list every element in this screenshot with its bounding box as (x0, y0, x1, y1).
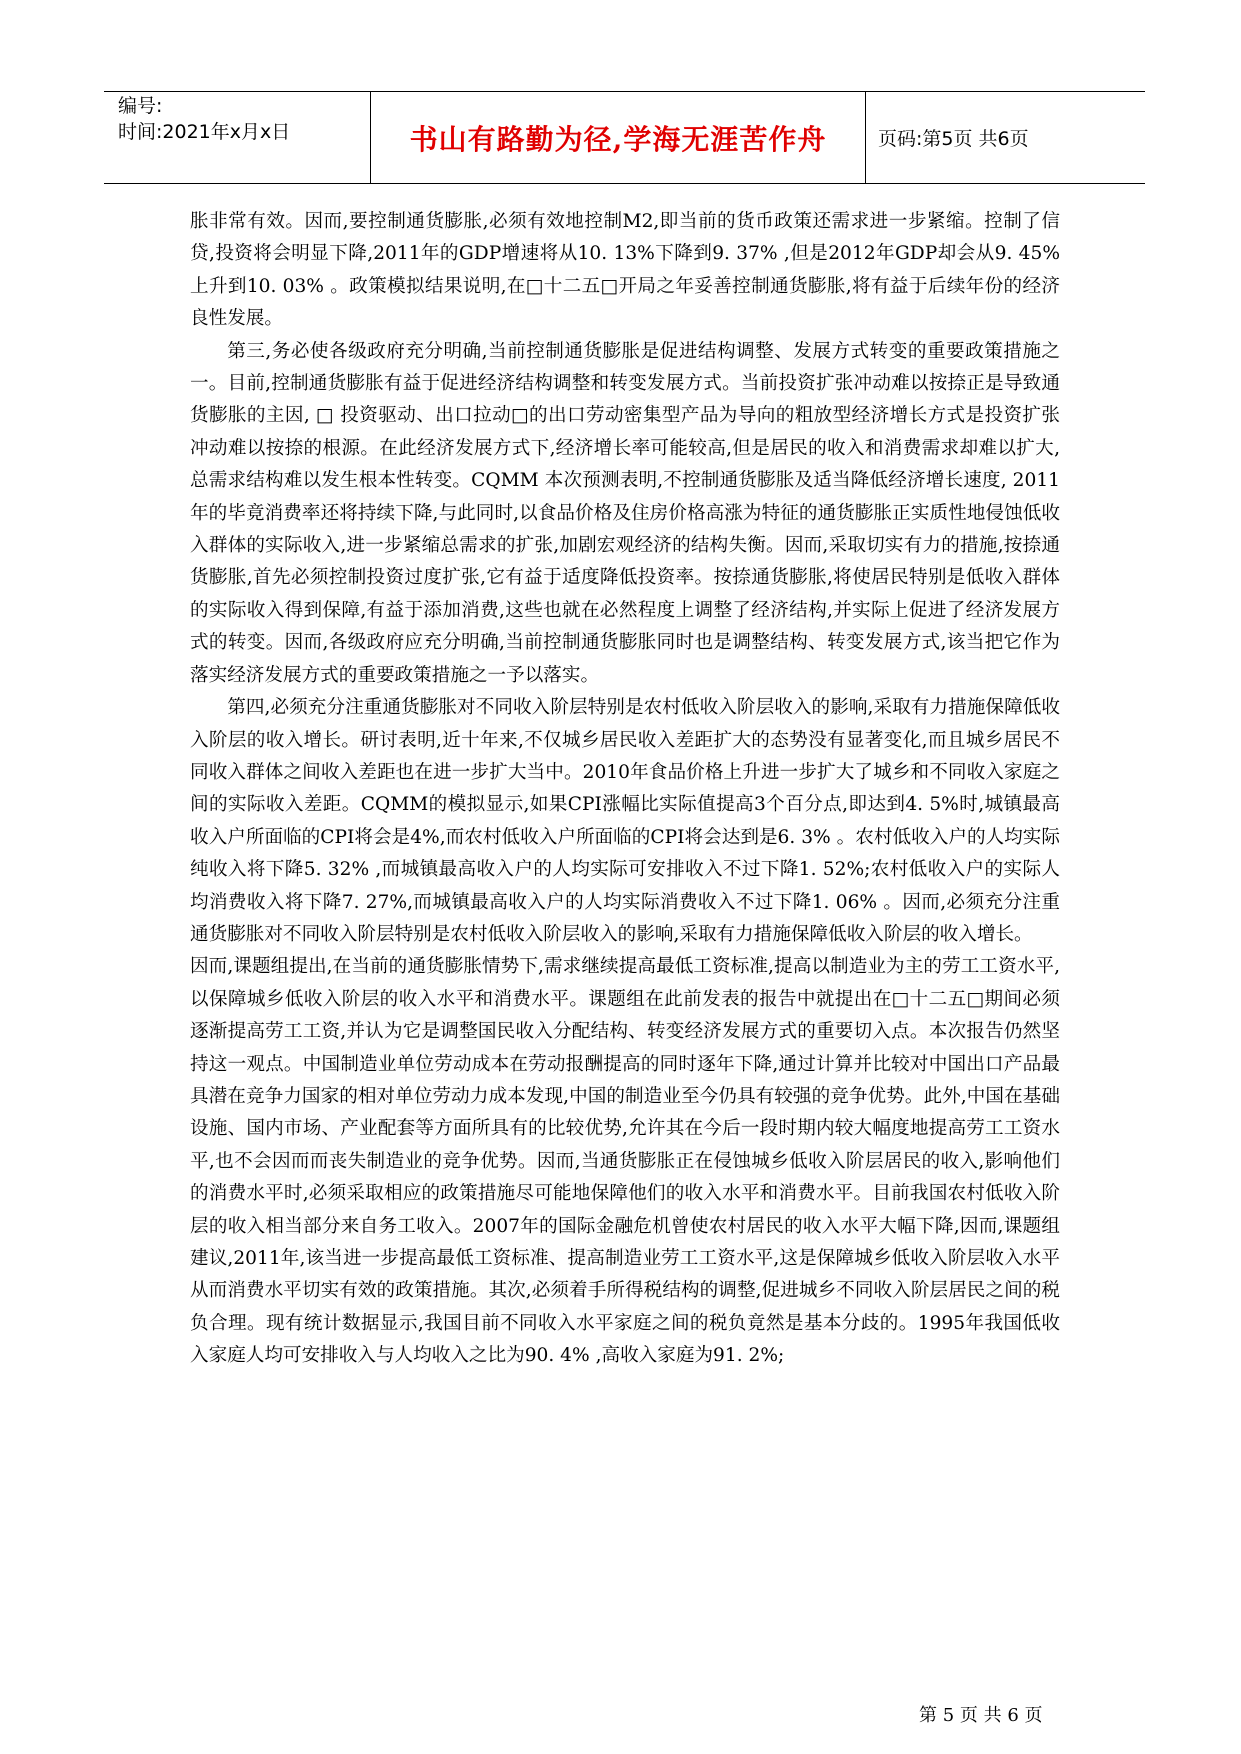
header-meta-cell (104, 92, 370, 183)
page-footer: 第 5 页 共 6 页 (919, 1705, 1043, 1726)
paragraph-2: 第三,务必使各级政府充分明确,当前控制通货膨胀是促进结构调整、发展方式转变的重要政策措施之一。目前,控制通货膨胀有益于促进经济结构调整和转变发展方式。当前投资扩张冲动难以按捺正是导致通货膨胀的主因, □ 投资驱动、出口拉动□的出口劳动密集型产品为导向的粗放型经济增长方式是投资扩张冲动难以按捺的根源。在此经济发展方式下,经济增长率可能较高,但是居民的收入和消费需求却难以扩大,总需求结构难以发生根本性转变。CQMM 本次预测表明,不控制通货膨胀及适当降低经济增长速度, 2011年的毕竟消费率还将持续下降,与此同时,以食品价格及住房价格高涨为特征的通货膨胀正实质性地侵蚀低收入群体的实际收入,进一步紧缩总需求的扩张,加剧宏观经济的结构失衡。因而,采取切实有力的措施,按捺通货膨胀,首先必须控制投资过度扩张,它有益于适度降低投资率。按捺通货膨胀,将使居民特别是低收入群体的实际收入得到保障,有益于添加消费,这些也就在必然程度上调整了经济结构,并实际上促进了经济发展方式的转变。因而,各级政府应充分明确,当前控制通货膨胀同时也是调整结构、转变发展方式,该当把它作为落实经济发展方式的重要政策措施之一予以落实。 (190, 340, 1060, 686)
paragraph-3: 第四,必须充分注重通货膨胀对不同收入阶层特别是农村低收入阶层收入的影响,采取有力措施保障低收入阶层的收入增长。研讨表明,近十年来,不仅城乡居民收入差距扩大的态势没有显著变化,而且城乡居民不同收入群体之间收入差距也在进一步扩大当中。2010年食品价格上升进一步扩大了城乡和不同收入家庭之间的实际收入差距。CQMM的模拟显示,如果CPI涨幅比实际值提高3个百分点,即达到4. 5%时,城镇最高收入户所面临的CPI将会是4%,而农村低收入户所面临的CPI将会达到是6. 3% 。农村低收入户的人均实际纯收入将下降5. 32% ,而城镇最高收入户的人均实际可安排收入不过下降1. 52%;农村低收入户的实际人均消费收入将下降7. 27%,而城镇最高收入户的人均实际消费收入不过下降1. 06% 。因而,必须充分注重通货膨胀对不同收入阶层特别是农村低收入阶层收入的影响,采取有力措施保障低收入阶层的收入增长。 (190, 697, 1060, 945)
motto-text: 书山有路勤为径,学海无涯苦作舟 (409, 123, 827, 156)
paragraph-4: 因而,课题组提出,在当前的通货膨胀情势下,需求继续提高最低工资标准,提高以制造业为主的劳工工资水平,以保障城乡低收入阶层的收入水平和消费水平。课题组在此前发表的报告中就提出在□十二五□期间必须逐渐提高劳工工资,并认为它是调整国民收入分配结构、转变经济发展方式的重要切入点。本次报告仍然坚持这一观点。中国制造业单位劳动成本在劳动报酬提高的同时逐年下降,通过计算并比较对中国出口产品最具潜在竞争力国家的相对单位劳动力成本发现,中国的制造业至今仍具有较强的竞争优势。此外,中国在基础设施、国内市场、产业配套等方面所具有的比较优势,允许其在今后一段时期内较大幅度地提高劳工工资水平,也不会因而而丧失制造业的竞争优势。因而,当通货膨胀正在侵蚀城乡低收入阶层居民的收入,影响他们的消费水平时,必须采取相应的政策措施尽可能地保障他们的收入水平和消费水平。目前我国农村低收入阶层的收入相当部分来自务工收入。2007年的国际金融危机曾使农村居民的收入水平大幅下降,因而,课题组建议,2011年,该当进一步提高最低工资标准、提高制造业劳工工资水平,这是保障城乡低收入阶层收入水平从而消费水平切实有效的政策措施。其次,必须着手所得税结构的调整,促进城乡不同收入阶层居民之间的税负合理。现有统计数据显示,我国目前不同收入水平家庭之间的税负竟然是基本分歧的。1995年我国低收入家庭人均可安排收入与人均收入之比为90. 4% ,高收入家庭为91. 2%; (190, 956, 1060, 1367)
header-motto-cell (370, 92, 866, 183)
document-header (104, 91, 1145, 184)
number-label: 编号: (118, 95, 163, 117)
page-code: 页码:第5页 共6页 (878, 128, 1029, 150)
header-page-cell (864, 92, 1145, 183)
time-label: 时间:2021年x月x日 (118, 121, 291, 143)
document-body (190, 206, 1060, 1373)
paragraph-1: 胀非常有效。因而,要控制通货膨胀,必须有效地控制M2,即当前的货币政策还需求进一步紧缩。控制了信贷,投资将会明显下降,2011年的GDP增速将从10. 13%下降到9. 37% ,但是2012年GDP却会从9. 45% 上升到10. 03% 。政策模拟结果说明,在□十二五□开局之年妥善控制通货膨胀,将有益于后续年份的经济良性发展。 (190, 211, 1060, 330)
